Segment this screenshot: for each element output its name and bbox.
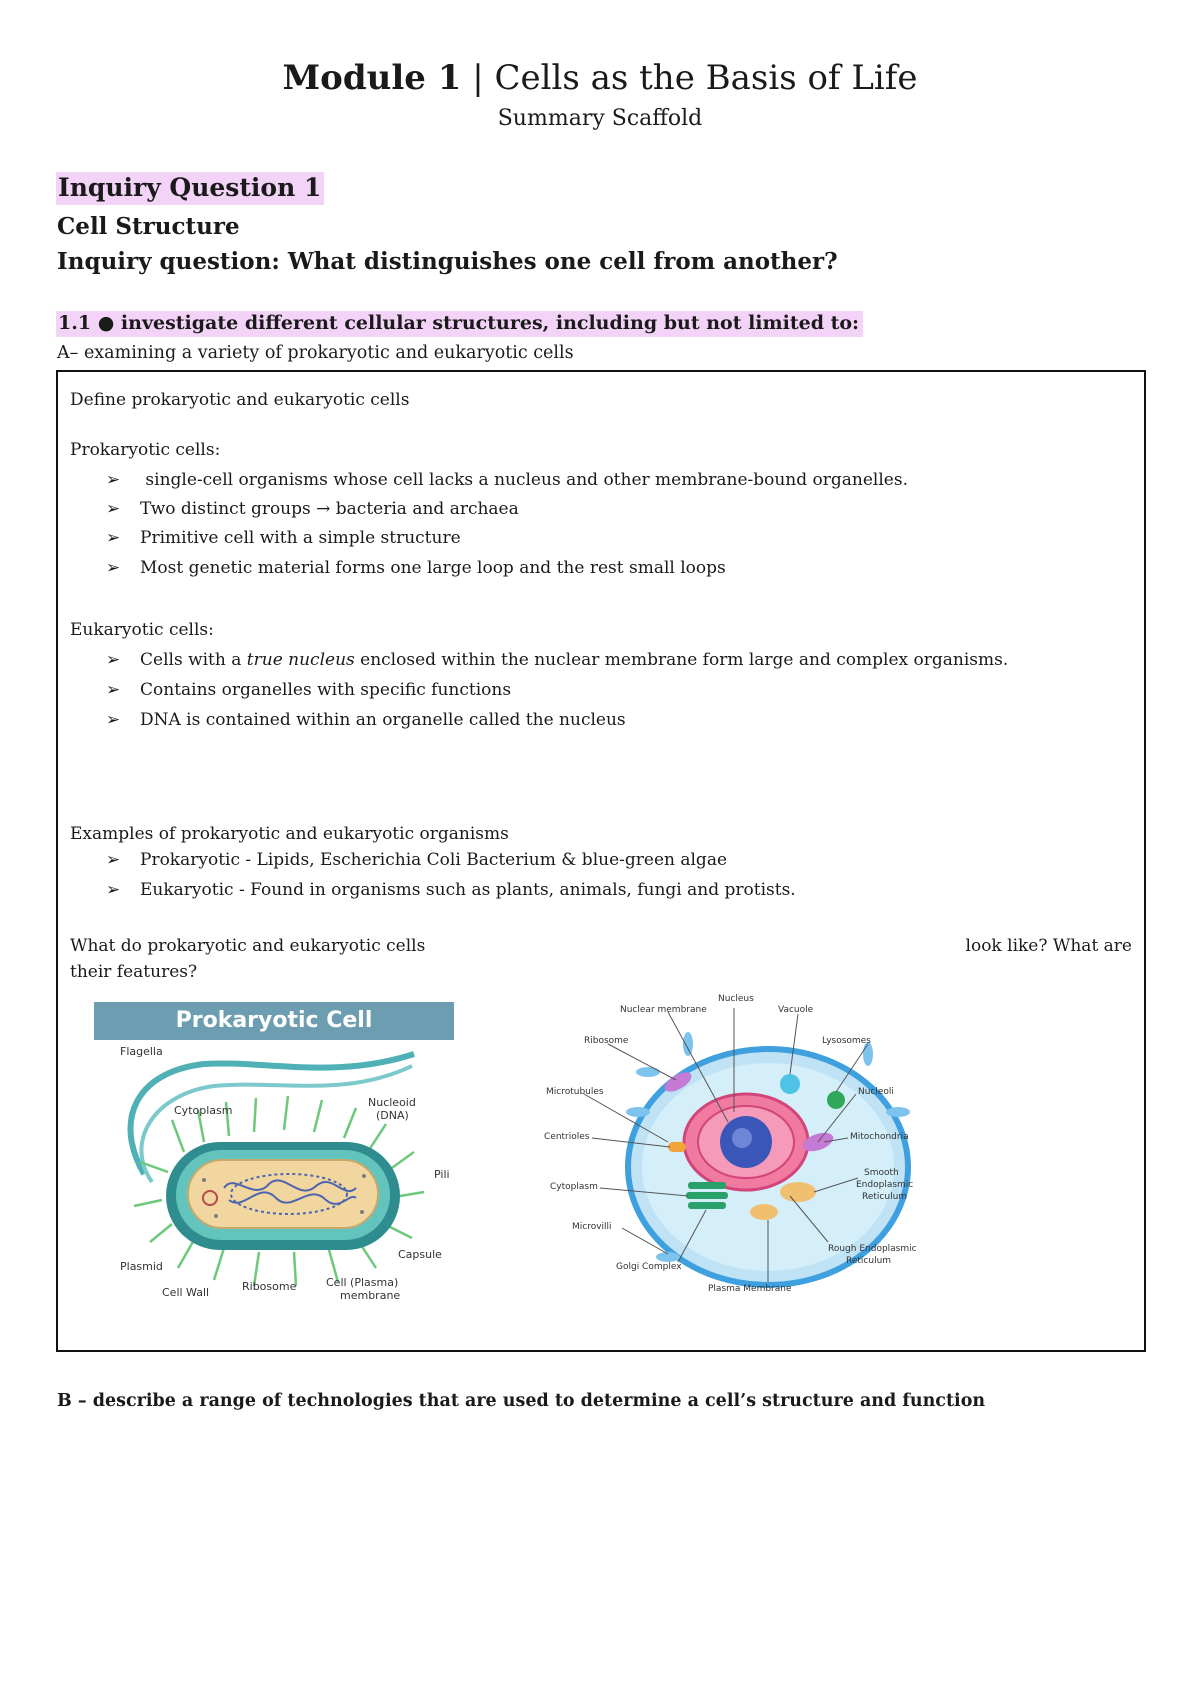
sub-outcome-a: A– examining a variety of prokaryotic and eukaryotic cells [57,343,574,363]
prokaryotic-point-2: ➢ Two distinct groups → bacteria and archaea [106,499,519,519]
label-cell-membrane: Cell (Plasma) [326,1276,399,1289]
label-capsule: Capsule [398,1248,442,1261]
eukaryotic-point-1: ➢ Cells with a true nucleus enclosed within the nuclear membrane form large and complex organisms. [106,650,1009,670]
outcome-number: 1.1 [58,312,92,334]
arrow-bullet-icon: ➢ [106,528,121,548]
label-plasma-membrane: Plasma Membrane [708,1284,792,1294]
module-label: Module 1 [282,58,462,98]
arrow-bullet-icon: ➢ [106,470,121,490]
arrow-bullet-icon: ➢ [106,710,121,730]
label-centrioles: Centrioles [544,1132,590,1142]
prokaryotic-cell-figure [94,1002,470,1322]
label-cell-wall: Cell Wall [162,1286,210,1299]
summary-box [56,370,1146,1352]
label-plasmid: Plasmid [120,1260,163,1273]
eukaryotic-heading: Eukaryotic cells: [70,620,214,640]
label-ribosome: Ribosome [242,1280,297,1293]
label-nuclear-membrane: Nuclear membrane [620,1005,707,1015]
label-cytoplasm-euk: Cytoplasm [550,1182,598,1192]
outcome-bullet: ● [97,312,115,334]
outcome-text: investigate different cellular structures, including but not limited to: [120,312,860,334]
page-title [0,56,1200,100]
inquiry-question: Inquiry question: What distinguishes one cell from another? [57,248,838,275]
label-ribosome-euk: Ribosome [584,1036,629,1046]
label-smooth-er-1: Smooth [864,1168,899,1178]
example-prokaryotic: ➢ Prokaryotic - Lipids, Escherichia Coli Bacterium & blue-green algae [106,850,728,870]
label-rough-er-2: Reticulum [846,1256,892,1266]
title-separator: | [472,58,484,98]
label-lysosomes: Lysosomes [822,1036,871,1046]
examples-heading: Examples of prokaryotic and eukaryotic organisms [70,824,509,844]
prokaryotic-point-3: ➢ Primitive cell with a simple structure [106,528,461,548]
eukaryotic-point-3: ➢ DNA is contained within an organelle called the nucleus [106,710,626,730]
label-golgi: Golgi Complex [616,1262,682,1272]
label-smooth-er-3: Reticulum [862,1192,908,1202]
features-question-line2: their features? [70,962,198,982]
define-heading: Define prokaryotic and eukaryotic cells [70,390,410,410]
features-question-right: look like? What are [965,936,1132,956]
label-smooth-er-2: Endoplasmic [856,1180,914,1190]
outcome-heading [56,311,863,337]
arrow-bullet-icon: ➢ [106,499,121,519]
example-eukaryotic: ➢ Eukaryotic - Found in organisms such as plants, animals, fungi and protists. [106,880,796,900]
prokaryotic-banner: Prokaryotic Cell [94,1002,454,1040]
label-pili: Pili [434,1168,450,1181]
sub-outcome-b: B – describe a range of technologies that are used to determine a cell’s structure and function [57,1391,986,1411]
arrow-bullet-icon: ➢ [106,850,121,870]
eukaryotic-cell-figure [528,992,998,1332]
prokaryotic-point-4: ➢ Most genetic material forms one large loop and the rest small loops [106,558,726,578]
label-membrane: membrane [340,1289,401,1302]
prokaryotic-point-1: ➢ single-cell organisms whose cell lacks a nucleus and other membrane-bound organelles. [106,470,908,490]
label-vacuole: Vacuole [778,1005,814,1015]
arrow-bullet-icon: ➢ [106,650,121,670]
eukaryotic-point-2: ➢ Contains organelles with specific functions [106,680,512,700]
label-flagella: Flagella [120,1045,163,1058]
module-title: Cells as the Basis of Life [494,58,918,98]
label-nucleus: Nucleus [718,994,754,1004]
inquiry-topic: Cell Structure [57,213,240,240]
arrow-bullet-icon: ➢ [106,680,121,700]
prokaryotic-heading: Prokaryotic cells: [70,440,221,460]
page-subtitle: Summary Scaffold [497,106,703,131]
inquiry-label: Inquiry Question 1 [56,172,324,205]
label-microtubules: Microtubules [546,1087,604,1097]
label-cytoplasm: Cytoplasm [174,1104,233,1117]
arrow-bullet-icon: ➢ [106,558,121,578]
label-mitochondria: Mitochondria [850,1132,909,1142]
features-question-left: What do prokaryotic and eukaryotic cells [70,936,426,956]
label-nucleoid-dna: (DNA) [376,1109,409,1122]
label-rough-er-1: Rough Endoplasmic [828,1244,917,1254]
arrow-bullet-icon: ➢ [106,880,121,900]
label-nucleoli: Nucleoli [858,1087,894,1097]
label-nucleoid: Nucleoid [368,1096,416,1109]
label-microvilli: Microvilli [572,1222,612,1232]
